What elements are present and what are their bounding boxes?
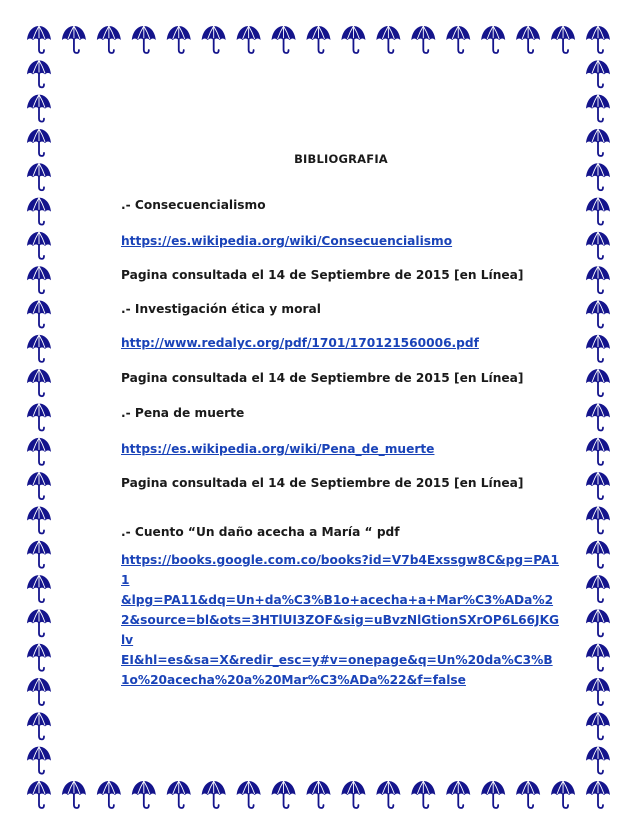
umbrella-icon bbox=[586, 575, 610, 602]
umbrella-icon bbox=[97, 781, 121, 808]
umbrella-icon bbox=[27, 335, 51, 362]
entry-link-line: https://books.google.com.co/books?id=V7b4Exssgw8C&pg=PA11 bbox=[121, 553, 560, 587]
umbrella-icon bbox=[202, 26, 226, 53]
umbrella-icon bbox=[27, 781, 51, 808]
umbrella-icon bbox=[27, 644, 51, 671]
umbrella-icon bbox=[586, 60, 610, 87]
umbrella-icon bbox=[586, 95, 610, 122]
entry-note: Pagina consultada el 14 de Septiembre de 2015 [en Línea] bbox=[121, 371, 524, 385]
umbrella-icon bbox=[237, 781, 261, 808]
entry-link[interactable] bbox=[121, 550, 561, 690]
entry-link-line: EI&hl=es&sa=X&redir_esc=y#v=onepage&q=Un%20da%C3%B bbox=[121, 653, 553, 667]
umbrella-icon bbox=[411, 781, 435, 808]
umbrella-icon bbox=[132, 26, 156, 53]
umbrella-icon bbox=[27, 404, 51, 431]
umbrella-icon bbox=[586, 129, 610, 156]
umbrella-icon bbox=[516, 26, 540, 53]
umbrella-icon bbox=[307, 26, 331, 53]
umbrella-icon bbox=[27, 129, 51, 156]
umbrella-icon bbox=[167, 781, 191, 808]
umbrella-icon bbox=[202, 781, 226, 808]
umbrella-icon bbox=[132, 781, 156, 808]
entry-note: Pagina consultada el 14 de Septiembre de 2015 [en Línea] bbox=[121, 268, 524, 282]
umbrella-icon bbox=[586, 541, 610, 568]
umbrella-icon bbox=[27, 541, 51, 568]
entry-heading: .- Investigación ética y moral bbox=[121, 302, 321, 316]
umbrella-icon bbox=[27, 678, 51, 705]
umbrella-icon bbox=[307, 781, 331, 808]
umbrella-icon bbox=[586, 335, 610, 362]
umbrella-icon bbox=[27, 369, 51, 396]
umbrella-icon bbox=[411, 26, 435, 53]
entry-link[interactable]: http://www.redalyc.org/pdf/1701/170121560006.pdf bbox=[121, 336, 479, 350]
umbrella-icon bbox=[551, 781, 575, 808]
umbrella-icon bbox=[27, 60, 51, 87]
umbrella-icon bbox=[27, 472, 51, 499]
umbrella-icon bbox=[586, 712, 610, 739]
umbrella-icon bbox=[376, 781, 400, 808]
umbrella-icon bbox=[481, 26, 505, 53]
umbrella-icon bbox=[551, 26, 575, 53]
umbrella-icon bbox=[27, 438, 51, 465]
umbrella-icon bbox=[586, 747, 610, 774]
page-title: BIBLIOGRAFIA bbox=[294, 152, 388, 166]
umbrella-icon bbox=[586, 232, 610, 259]
umbrella-icon bbox=[481, 781, 505, 808]
umbrella-icon bbox=[586, 781, 610, 808]
umbrella-icon bbox=[586, 404, 610, 431]
umbrella-icon bbox=[586, 163, 610, 190]
umbrella-icon bbox=[27, 232, 51, 259]
umbrella-icon bbox=[586, 609, 610, 636]
umbrella-icon bbox=[27, 198, 51, 225]
umbrella-icon bbox=[97, 26, 121, 53]
umbrella-icon bbox=[586, 26, 610, 53]
umbrella-icon bbox=[27, 747, 51, 774]
umbrella-icon bbox=[27, 506, 51, 533]
entry-link-line: 1o%20acecha%20a%20Mar%C3%ADa%22&f=false bbox=[121, 673, 466, 687]
umbrella-icon bbox=[27, 266, 51, 293]
umbrella-icon bbox=[272, 26, 296, 53]
umbrella-icon bbox=[516, 781, 540, 808]
umbrella-icon bbox=[62, 781, 86, 808]
umbrella-icon bbox=[586, 678, 610, 705]
umbrella-icon bbox=[27, 163, 51, 190]
umbrella-icon bbox=[27, 95, 51, 122]
umbrella-icon bbox=[341, 781, 365, 808]
umbrella-icon bbox=[586, 369, 610, 396]
entry-link-line: 2&source=bl&ots=3HTlUI3ZOF&sig=uBvzNlGtionSXrOP6L66JKGlv bbox=[121, 613, 560, 647]
entry-note: Pagina consultada el 14 de Septiembre de 2015 [en Línea] bbox=[121, 476, 524, 490]
umbrella-icon bbox=[586, 438, 610, 465]
entry-link[interactable]: https://es.wikipedia.org/wiki/Pena_de_muerte bbox=[121, 442, 435, 456]
umbrella-icon bbox=[167, 26, 191, 53]
umbrella-icon bbox=[586, 301, 610, 328]
umbrella-icon bbox=[27, 575, 51, 602]
umbrella-icon bbox=[446, 781, 470, 808]
umbrella-icon bbox=[27, 301, 51, 328]
umbrella-icon bbox=[586, 198, 610, 225]
umbrella-icon bbox=[586, 266, 610, 293]
umbrella-icon bbox=[27, 609, 51, 636]
entry-link[interactable]: https://es.wikipedia.org/wiki/Consecuencialismo bbox=[121, 234, 453, 248]
entry-link-line: &lpg=PA11&dq=Un+da%C3%B1o+acecha+a+Mar%C3%ADa%2 bbox=[121, 593, 554, 607]
umbrella-icon bbox=[586, 506, 610, 533]
umbrella-icon bbox=[272, 781, 296, 808]
umbrella-icon bbox=[341, 26, 365, 53]
umbrella-icon bbox=[446, 26, 470, 53]
umbrella-icon bbox=[586, 472, 610, 499]
entry-heading: .- Consecuencialismo bbox=[121, 198, 266, 212]
umbrella-icon bbox=[376, 26, 400, 53]
entry-heading: .- Cuento “Un daño acecha a María “ pdf bbox=[121, 525, 400, 539]
umbrella-icon bbox=[586, 644, 610, 671]
umbrella-icon bbox=[27, 26, 51, 53]
umbrella-icon bbox=[237, 26, 261, 53]
umbrella-icon bbox=[27, 712, 51, 739]
umbrella-icon bbox=[62, 26, 86, 53]
entry-heading: .- Pena de muerte bbox=[121, 406, 245, 420]
